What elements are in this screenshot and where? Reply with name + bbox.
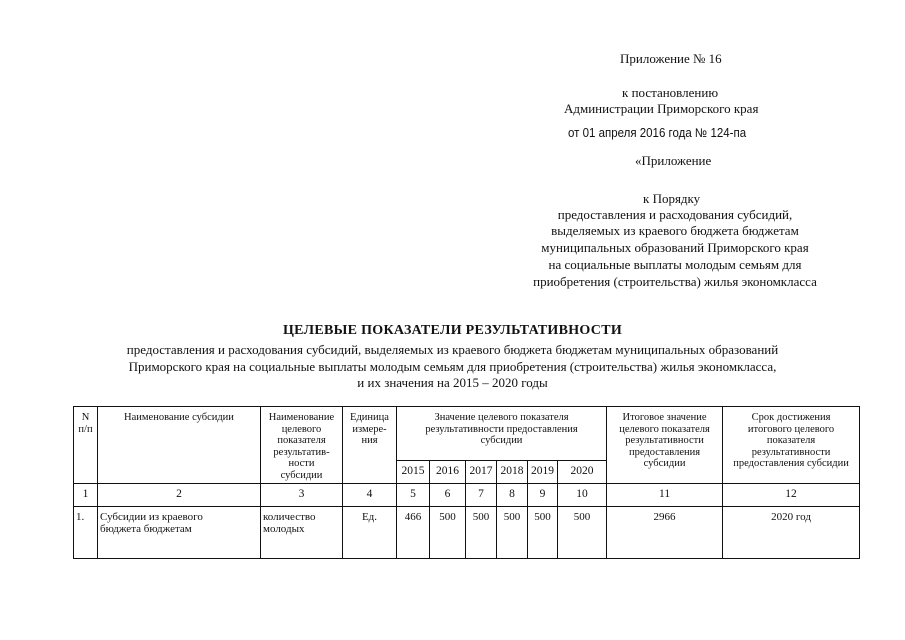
year-cell: 2015 <box>397 461 430 484</box>
column-number: 3 <box>261 484 343 507</box>
resolution-date-number: от 01 апреля 2016 года № 124-па <box>568 126 747 140</box>
column-number: 9 <box>528 484 558 507</box>
order-ref: к Порядку <box>643 191 701 206</box>
order-line-2: выделяемых из краевого бюджета бюджетам <box>551 223 799 238</box>
row-unit: Ед. <box>343 507 397 559</box>
row-total: 2966 <box>607 507 723 559</box>
row-num: 1. <box>74 507 98 559</box>
document-title: ЦЕЛЕВЫЕ ПОКАЗАТЕЛИ РЕЗУЛЬТАТИВНОСТИ <box>282 323 623 338</box>
row-value: 500 <box>497 507 528 559</box>
row-deadline: 2020 год <box>723 507 860 559</box>
column-number: 1 <box>74 484 98 507</box>
subtitle-line-1: предоставления и расходования субсидий, выделяемых из краевого бюджета бюджетам муниципальных образований <box>126 342 779 357</box>
header-subsidy-name: Наименование субсидии <box>98 407 261 484</box>
row-value: 500 <box>558 507 607 559</box>
subtitle-line-3: и их значения на 2015 – 2020 годы <box>357 375 548 390</box>
year-cell: 2020 <box>558 461 607 484</box>
year-cell: 2016 <box>430 461 466 484</box>
order-line-4: на социальные выплаты молодым семьям для <box>548 257 802 272</box>
header-deadline: Срок достижения итогового целевого показателя результативности предоставления субсидии <box>723 407 860 484</box>
order-line-1: предоставления и расходования субсидий, <box>557 207 793 222</box>
column-number: 11 <box>607 484 723 507</box>
column-number-row <box>74 484 860 507</box>
row-value: 500 <box>466 507 497 559</box>
subtitle-line-2: Приморского края на социальные выплаты молодым семьям для приобретения (строительства) жилья экономкласса, <box>128 359 777 374</box>
header-row <box>74 407 860 461</box>
column-number: 2 <box>98 484 261 507</box>
appendix-number: Приложение № 16 <box>620 51 722 66</box>
quote-appendix: «Приложение <box>635 153 712 168</box>
header-values-group: Значение целевого показателя результативности предоставления субсидии <box>397 407 607 461</box>
year-cell: 2019 <box>528 461 558 484</box>
column-number: 7 <box>466 484 497 507</box>
column-number: 10 <box>558 484 607 507</box>
administration-name: Администрации Приморского края <box>564 101 759 116</box>
row-subsidy-name: Субсидии из краевого бюджета бюджетам <box>98 507 261 559</box>
order-line-5: приобретения (строительства) жилья экономкласса <box>533 274 817 289</box>
row-value: 466 <box>397 507 430 559</box>
header-indicator-name: Наименование целевого показателя результатив- ности субсидии <box>261 407 343 484</box>
order-line-3: муниципальных образований Приморского края <box>541 240 809 255</box>
resolution-ref: к постановлению <box>622 85 719 100</box>
header-total-value: Итоговое значение целевого показателя результативности предоставления субсидии <box>607 407 723 484</box>
indicators-table <box>73 406 860 559</box>
year-cell: 2017 <box>466 461 497 484</box>
header-unit: Единица измере- ния <box>343 407 397 484</box>
table-row <box>74 507 860 559</box>
row-indicator-name: количество молодых <box>261 507 343 559</box>
row-value: 500 <box>430 507 466 559</box>
header-num: N п/п <box>74 407 98 484</box>
column-number: 12 <box>723 484 860 507</box>
column-number: 6 <box>430 484 466 507</box>
row-value: 500 <box>528 507 558 559</box>
column-number: 4 <box>343 484 397 507</box>
column-number: 5 <box>397 484 430 507</box>
column-number: 8 <box>497 484 528 507</box>
year-cell: 2018 <box>497 461 528 484</box>
